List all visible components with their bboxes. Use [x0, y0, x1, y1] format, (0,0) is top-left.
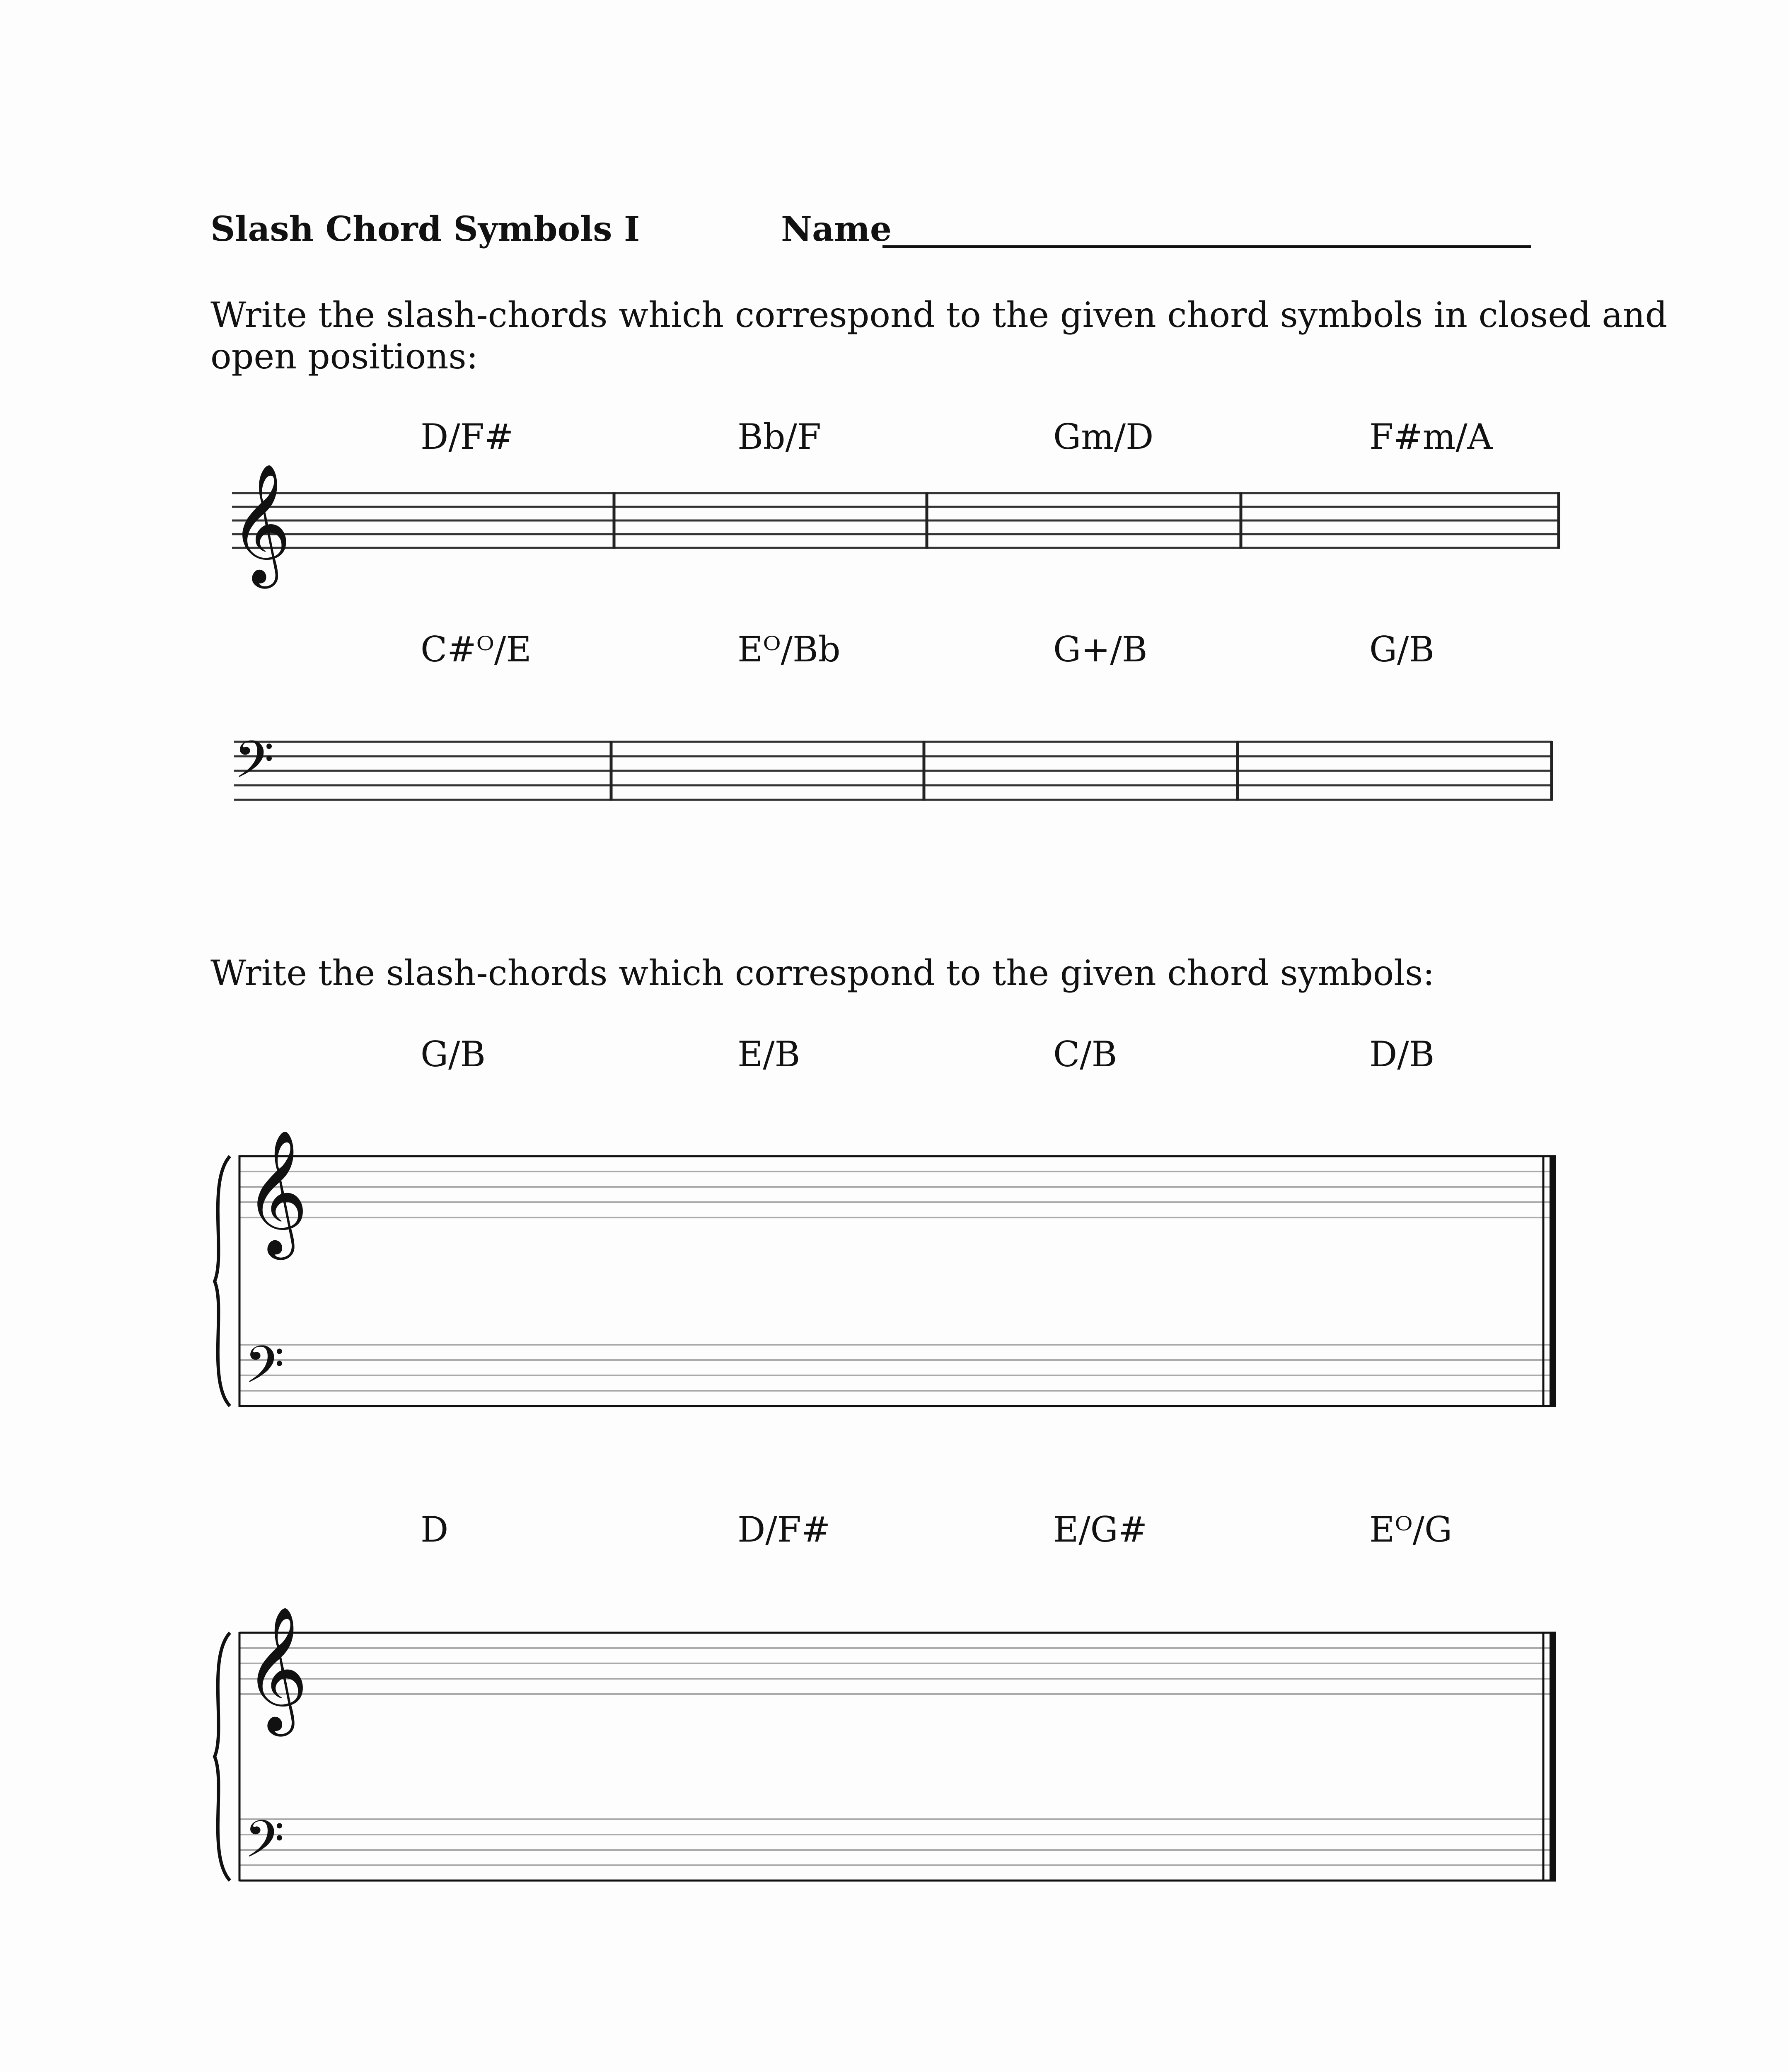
chord-symbol: Eᴼ/Bb	[737, 629, 841, 670]
chord-symbol: D/B	[1369, 1034, 1435, 1075]
treble-clef-icon: 𝄞	[244, 1129, 308, 1254]
chord-symbol: E/B	[737, 1034, 800, 1075]
brace-icon	[215, 1633, 230, 1881]
page-title: Slash Chord Symbols I	[210, 209, 640, 249]
name-label: Name	[781, 209, 892, 249]
final-barline	[1550, 1632, 1556, 1881]
chord-symbol: G/B	[1369, 629, 1435, 670]
chord-symbol: Eᴼ/G	[1369, 1509, 1453, 1550]
treble-clef-icon: 𝄞	[244, 1606, 308, 1731]
chord-symbol: D/F#	[421, 416, 514, 457]
chord-symbol: C/B	[1053, 1034, 1117, 1075]
chord-symbol: G/B	[421, 1034, 486, 1075]
chord-symbol: Bb/F	[737, 416, 822, 457]
chord-symbol: Gm/D	[1053, 416, 1154, 457]
chord-symbol: E/G#	[1053, 1509, 1148, 1550]
bass-clef-icon: 𝄢	[244, 1810, 285, 1882]
chord-symbol: C#ᴼ/E	[421, 629, 532, 670]
chord-symbol: G+/B	[1053, 629, 1148, 670]
section1-instruction: Write the slash-chords which correspond to the given chord symbols in closed and open positions:	[210, 295, 1668, 377]
bass-clef-icon: 𝄢	[244, 1335, 285, 1407]
chord-symbol: F#m/A	[1369, 416, 1493, 457]
section2-instruction: Write the slash-chords which correspond to the given chord symbols:	[210, 953, 1435, 993]
chord-symbol: D	[421, 1509, 449, 1550]
treble-clef-icon: 𝄞	[230, 462, 291, 583]
bass-clef-icon: 𝄢	[234, 730, 274, 802]
chord-symbol: D/F#	[737, 1509, 831, 1550]
